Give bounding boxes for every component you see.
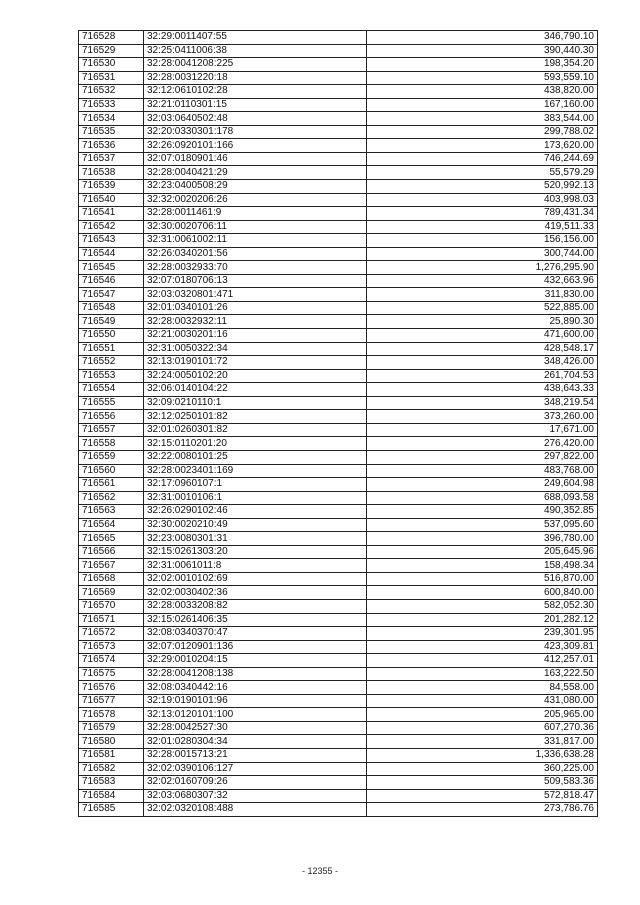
cadastral-number-cell: 32:12:0610102:28	[144, 85, 367, 99]
table-row	[79, 396, 598, 410]
record-number-cell: 716561	[79, 478, 144, 492]
table-row	[79, 599, 598, 613]
cadastral-value-cell: 537,095.60	[367, 518, 598, 532]
cadastral-number-cell: 32:26:0340201:56	[144, 247, 367, 261]
table-row	[79, 681, 598, 695]
record-number-cell: 716572	[79, 627, 144, 641]
cadastral-number-cell: 32:30:0020706:11	[144, 220, 367, 234]
record-number-cell: 716566	[79, 545, 144, 559]
cadastral-value-cell: 249,604.98	[367, 478, 598, 492]
record-number-cell: 716548	[79, 301, 144, 315]
table-row	[79, 572, 598, 586]
record-number-cell: 716556	[79, 410, 144, 424]
table-row	[79, 532, 598, 546]
table-row	[79, 776, 598, 790]
cadastral-value-cell: 789,431.34	[367, 207, 598, 221]
record-number-cell: 716541	[79, 207, 144, 221]
table-row	[79, 627, 598, 641]
cadastral-number-cell: 32:01:0280304:34	[144, 735, 367, 749]
record-number-cell: 716536	[79, 139, 144, 153]
cadastral-value-cell: 582,052.30	[367, 599, 598, 613]
table-row	[79, 315, 598, 329]
table-row	[79, 98, 598, 112]
cadastral-value-cell: 572,818.47	[367, 789, 598, 803]
cadastral-value-cell: 201,282.12	[367, 613, 598, 627]
record-number-cell: 716575	[79, 667, 144, 681]
cadastral-number-cell: 32:02:0030402:36	[144, 586, 367, 600]
cadastral-number-cell: 32:29:0011407:55	[144, 31, 367, 45]
cadastral-number-cell: 32:20:0330301:178	[144, 125, 367, 139]
cadastral-number-cell: 32:13:0120101:100	[144, 708, 367, 722]
cadastral-number-cell: 32:28:0032932:11	[144, 315, 367, 329]
cadastral-value-cell: 607,270.36	[367, 721, 598, 735]
cadastral-value-cell: 483,768.00	[367, 464, 598, 478]
cadastral-value-cell: 746,244.69	[367, 152, 598, 166]
table-row	[79, 478, 598, 492]
table-row	[79, 708, 598, 722]
table-row	[79, 31, 598, 45]
record-number-cell: 716565	[79, 532, 144, 546]
table-row	[79, 125, 598, 139]
table-row	[79, 44, 598, 58]
cadastral-number-cell: 32:31:0050322:34	[144, 342, 367, 356]
table-row	[79, 423, 598, 437]
record-number-cell: 716550	[79, 329, 144, 343]
cadastral-number-cell: 32:02:0010102:69	[144, 572, 367, 586]
record-number-cell: 716583	[79, 776, 144, 790]
cadastral-number-cell: 32:31:0061002:11	[144, 234, 367, 248]
record-number-cell: 716579	[79, 721, 144, 735]
cadastral-number-cell: 32:19:0190101:96	[144, 694, 367, 708]
cadastral-value-cell: 428,548.17	[367, 342, 598, 356]
record-number-cell: 716578	[79, 708, 144, 722]
cadastral-number-cell: 32:26:0920101:166	[144, 139, 367, 153]
cadastral-value-cell: 276,420.00	[367, 437, 598, 451]
cadastral-number-cell: 32:28:0031220:18	[144, 71, 367, 85]
table-row	[79, 288, 598, 302]
record-number-cell: 716560	[79, 464, 144, 478]
cadastral-number-cell: 32:06:0140104:22	[144, 383, 367, 397]
cadastral-value-cell: 423,309.81	[367, 640, 598, 654]
record-number-cell: 716564	[79, 518, 144, 532]
cadastral-value-cell: 331,817.00	[367, 735, 598, 749]
cadastral-number-cell: 32:28:0023401:169	[144, 464, 367, 478]
cadastral-value-cell: 431,080.00	[367, 694, 598, 708]
cadastral-value-cell: 348,426.00	[367, 356, 598, 370]
table-row	[79, 640, 598, 654]
cadastral-value-cell: 438,643.33	[367, 383, 598, 397]
record-number-cell: 716580	[79, 735, 144, 749]
record-number-cell: 716529	[79, 44, 144, 58]
table-row	[79, 518, 598, 532]
cadastral-value-cell: 593,559.10	[367, 71, 598, 85]
cadastral-value-cell: 396,780.00	[367, 532, 598, 546]
cadastral-value-cell: 383,544.00	[367, 112, 598, 126]
table-row	[79, 356, 598, 370]
record-number-cell: 716581	[79, 748, 144, 762]
cadastral-value-cell: 300,744.00	[367, 247, 598, 261]
cadastral-value-cell: 205,645.96	[367, 545, 598, 559]
record-number-cell: 716569	[79, 586, 144, 600]
cadastral-number-cell: 32:13:0190101:72	[144, 356, 367, 370]
cadastral-value-cell: 163,222.50	[367, 667, 598, 681]
cadastral-number-cell: 32:21:0030201:16	[144, 329, 367, 343]
record-number-cell: 716549	[79, 315, 144, 329]
cadastral-value-cell: 346,790.10	[367, 31, 598, 45]
cadastral-number-cell: 32:30:0020210:49	[144, 518, 367, 532]
record-number-cell: 716539	[79, 180, 144, 194]
record-number-cell: 716531	[79, 71, 144, 85]
table-row	[79, 748, 598, 762]
cadastral-number-cell: 32:03:0680307:32	[144, 789, 367, 803]
record-number-cell: 716532	[79, 85, 144, 99]
cadastral-number-cell: 32:29:0010204:15	[144, 654, 367, 668]
record-number-cell: 716540	[79, 193, 144, 207]
table-row	[79, 450, 598, 464]
record-number-cell: 716551	[79, 342, 144, 356]
cadastral-number-cell: 32:28:0033208:82	[144, 599, 367, 613]
cadastral-value-cell: 360,225.00	[367, 762, 598, 776]
record-number-cell: 716537	[79, 152, 144, 166]
cadastral-number-cell: 32:25:0411006:38	[144, 44, 367, 58]
cadastral-number-cell: 32:01:0260301:82	[144, 423, 367, 437]
cadastral-number-cell: 32:07:0120901:136	[144, 640, 367, 654]
table-row	[79, 735, 598, 749]
record-number-cell: 716567	[79, 559, 144, 573]
record-number-cell: 716538	[79, 166, 144, 180]
record-number-cell: 716563	[79, 505, 144, 519]
cadastral-value-cell: 25,890.30	[367, 315, 598, 329]
cadastral-number-cell: 32:31:0010106:1	[144, 491, 367, 505]
record-number-cell: 716574	[79, 654, 144, 668]
table-row	[79, 152, 598, 166]
record-number-cell: 716559	[79, 450, 144, 464]
cadastral-value-cell: 348,219.54	[367, 396, 598, 410]
record-number-cell: 716534	[79, 112, 144, 126]
cadastral-number-cell: 32:21:0110301:15	[144, 98, 367, 112]
cadastral-value-cell: 516,870.00	[367, 572, 598, 586]
cadastral-number-cell: 32:31:0061011:8	[144, 559, 367, 573]
cadastral-value-cell: 158,498.34	[367, 559, 598, 573]
cadastral-value-cell: 273,786.76	[367, 803, 598, 817]
cadastral-value-cell: 167,160.00	[367, 98, 598, 112]
table-row	[79, 667, 598, 681]
cadastral-value-cell: 198,354.20	[367, 58, 598, 72]
record-number-cell: 716542	[79, 220, 144, 234]
cadastral-value-cell: 432,663.96	[367, 274, 598, 288]
record-number-cell: 716585	[79, 803, 144, 817]
cadastral-number-cell: 32:08:0340442:16	[144, 681, 367, 695]
page-number: - 12355 -	[301, 866, 339, 876]
cadastral-value-cell: 509,583.36	[367, 776, 598, 790]
table-row	[79, 139, 598, 153]
cadastral-number-cell: 32:07:0180901:46	[144, 152, 367, 166]
cadastral-number-cell: 32:15:0110201:20	[144, 437, 367, 451]
record-number-cell: 716558	[79, 437, 144, 451]
cadastral-value-cell: 419,511.33	[367, 220, 598, 234]
cadastral-value-cell: 55,579.29	[367, 166, 598, 180]
table-row	[79, 464, 598, 478]
table-row	[79, 505, 598, 519]
cadastral-value-cell: 297,822.00	[367, 450, 598, 464]
table-row	[79, 762, 598, 776]
table-row	[79, 207, 598, 221]
cadastral-number-cell: 32:08:0340370:47	[144, 627, 367, 641]
table-row	[79, 274, 598, 288]
cadastral-number-cell: 32:28:0032933:70	[144, 261, 367, 275]
table-row	[79, 383, 598, 397]
cadastral-value-cell: 520,992.13	[367, 180, 598, 194]
table-row	[79, 586, 598, 600]
record-number-cell: 716571	[79, 613, 144, 627]
cadastral-value-cell: 390,440.30	[367, 44, 598, 58]
table-row	[79, 234, 598, 248]
cadastral-number-cell: 32:28:0040421:29	[144, 166, 367, 180]
record-number-cell: 716544	[79, 247, 144, 261]
cadastral-value-cell: 438,820.00	[367, 85, 598, 99]
table-row	[79, 369, 598, 383]
record-number-cell: 716547	[79, 288, 144, 302]
cadastral-value-cell: 403,998.03	[367, 193, 598, 207]
cadastral-value-cell: 299,788.02	[367, 125, 598, 139]
table-row	[79, 342, 598, 356]
record-number-cell: 716535	[79, 125, 144, 139]
cadastral-value-cell: 490,352.85	[367, 505, 598, 519]
record-number-cell: 716584	[79, 789, 144, 803]
cadastral-number-cell: 32:28:0015713:21	[144, 748, 367, 762]
record-number-cell: 716557	[79, 423, 144, 437]
cadastral-number-cell: 32:23:0080301:31	[144, 532, 367, 546]
cadastral-number-cell: 32:03:0640502:48	[144, 112, 367, 126]
cadastral-number-cell: 32:02:0320108:488	[144, 803, 367, 817]
cadastral-number-cell: 32:07:0180706:13	[144, 274, 367, 288]
cadastral-number-cell: 32:15:0261406:35	[144, 613, 367, 627]
record-number-cell: 716545	[79, 261, 144, 275]
cadastral-number-cell: 32:02:0390106:127	[144, 762, 367, 776]
cadastral-number-cell: 32:22:0080101:25	[144, 450, 367, 464]
cadastral-number-cell: 32:03:0320801:471	[144, 288, 367, 302]
table-row	[79, 193, 598, 207]
table-row	[79, 71, 598, 85]
table-row	[79, 613, 598, 627]
cadastral-number-cell: 32:12:0250101:82	[144, 410, 367, 424]
cadastral-value-cell: 1,336,638.28	[367, 748, 598, 762]
table-row	[79, 559, 598, 573]
cadastral-number-cell: 32:01:0340101:26	[144, 301, 367, 315]
cadastral-value-cell: 311,830.00	[367, 288, 598, 302]
cadastral-number-cell: 32:26:0290102:46	[144, 505, 367, 519]
cadastral-value-cell: 412,257.01	[367, 654, 598, 668]
cadastral-value-cell: 84,558.00	[367, 681, 598, 695]
record-number-cell: 716528	[79, 31, 144, 45]
table-row	[79, 803, 598, 817]
table-row	[79, 85, 598, 99]
record-number-cell: 716533	[79, 98, 144, 112]
table-row	[79, 261, 598, 275]
cadastral-number-cell: 32:09:0210110:1	[144, 396, 367, 410]
cadastral-value-table	[78, 30, 598, 817]
record-number-cell: 716554	[79, 383, 144, 397]
cadastral-value-cell: 688,093.58	[367, 491, 598, 505]
table-row	[79, 220, 598, 234]
cadastral-value-cell: 1,276,295.90	[367, 261, 598, 275]
cadastral-number-cell: 32:17:0960107:1	[144, 478, 367, 492]
table-row	[79, 721, 598, 735]
cadastral-number-cell: 32:28:0041208:225	[144, 58, 367, 72]
table-row	[79, 491, 598, 505]
cadastral-value-cell: 17,671.00	[367, 423, 598, 437]
cadastral-value-cell: 239,301.95	[367, 627, 598, 641]
cadastral-value-cell: 156,156.00	[367, 234, 598, 248]
table-row	[79, 545, 598, 559]
cadastral-value-cell: 600,840.00	[367, 586, 598, 600]
record-number-cell: 716562	[79, 491, 144, 505]
cadastral-number-cell: 32:28:0041208:138	[144, 667, 367, 681]
record-number-cell: 716553	[79, 369, 144, 383]
cadastral-number-cell: 32:32:0020206:26	[144, 193, 367, 207]
record-number-cell: 716576	[79, 681, 144, 695]
table-row	[79, 301, 598, 315]
record-number-cell: 716543	[79, 234, 144, 248]
record-number-cell: 716573	[79, 640, 144, 654]
record-number-cell: 716577	[79, 694, 144, 708]
cadastral-value-cell: 205,965.00	[367, 708, 598, 722]
record-number-cell: 716570	[79, 599, 144, 613]
cadastral-number-cell: 32:02:0160709:26	[144, 776, 367, 790]
record-number-cell: 716582	[79, 762, 144, 776]
table-row	[79, 112, 598, 126]
table-row	[79, 166, 598, 180]
cadastral-number-cell: 32:23:0400508:29	[144, 180, 367, 194]
record-number-cell: 716568	[79, 572, 144, 586]
table-row	[79, 654, 598, 668]
table-row	[79, 410, 598, 424]
cadastral-value-cell: 471,600.00	[367, 329, 598, 343]
cadastral-value-cell: 173,620.00	[367, 139, 598, 153]
cadastral-number-cell: 32:28:0042527:30	[144, 721, 367, 735]
table-body	[79, 31, 598, 817]
table-row	[79, 329, 598, 343]
table-row	[79, 694, 598, 708]
record-number-cell: 716552	[79, 356, 144, 370]
table-row	[79, 247, 598, 261]
cadastral-number-cell: 32:24:0050102:20	[144, 369, 367, 383]
cadastral-value-cell: 373,260.00	[367, 410, 598, 424]
cadastral-number-cell: 32:28:0011461:9	[144, 207, 367, 221]
cadastral-value-cell: 522,885.00	[367, 301, 598, 315]
record-number-cell: 716546	[79, 274, 144, 288]
table-row	[79, 789, 598, 803]
table-row	[79, 180, 598, 194]
record-number-cell: 716555	[79, 396, 144, 410]
table-row	[79, 437, 598, 451]
table-row	[79, 58, 598, 72]
cadastral-value-cell: 261,704.53	[367, 369, 598, 383]
cadastral-number-cell: 32:15:0261303:20	[144, 545, 367, 559]
record-number-cell: 716530	[79, 58, 144, 72]
